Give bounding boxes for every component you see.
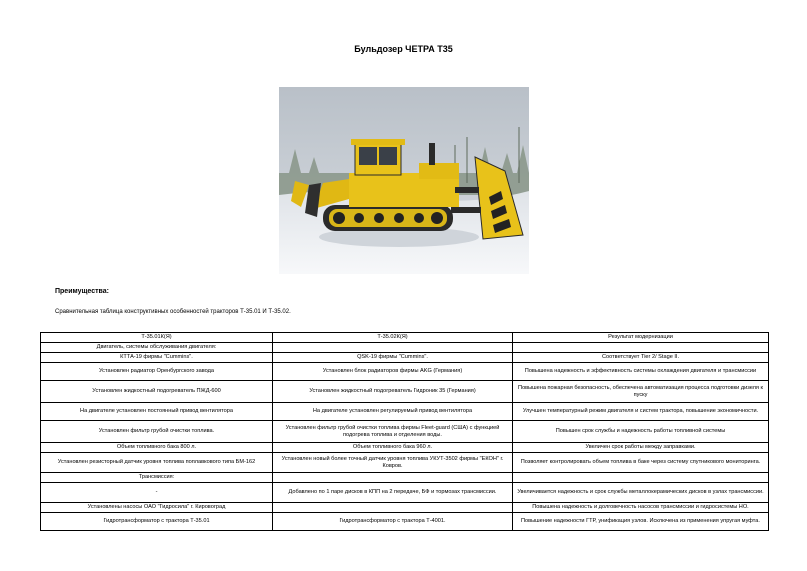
table-row [41, 503, 769, 513]
table-cell-empty [273, 343, 513, 353]
comparison-table [40, 332, 769, 531]
table-cell: Увеличен срок работы между заправками. [513, 443, 769, 453]
table-row [41, 443, 769, 453]
table-cell: Повышен срок службы и надежность работы топливной системы [513, 421, 769, 443]
table-row [41, 403, 769, 421]
table-cell: На двигателе установлен регулируемый привод вентилятора [273, 403, 513, 421]
table-cell-empty [513, 473, 769, 483]
table-row [41, 453, 769, 473]
table-cell: - [41, 483, 273, 503]
table-cell: Установлен фильтр грубой очистки топлива фирмы Fleet-guard (США) с функцией подогрева топлива и отделения воды. [273, 421, 513, 443]
table-cell: КТТА-19 фирмы "Cummins". [41, 353, 273, 363]
section-title-engine: Двигатель, системы обслуживания двигателя: [41, 343, 273, 353]
header-t3502: Т-35.02К(Я) [273, 333, 513, 343]
header-t3501: Т-35.01К(Я) [41, 333, 273, 343]
table-cell: Соответствует Tier 2/ Stage II. [513, 353, 769, 363]
table-cell: Установлен резисторный датчик уровня топлива поплавкового типа БМ-162 [41, 453, 273, 473]
table-cell: Установлен фильтр грубой очистки топлива. [41, 421, 273, 443]
table-cell: Установлен жидкостный подогреватель ПЖД-600 [41, 381, 273, 403]
table-cell: QSK-19 фирмы "Cummins". [273, 353, 513, 363]
table-cell: Объем топливного бака 960 л. [273, 443, 513, 453]
table-cell-empty [273, 473, 513, 483]
table-row [41, 381, 769, 403]
table-cell: Гидротрансформатор с трактора Т-4001. [273, 513, 513, 531]
table-cell: Гидротрансформатор с трактора Т-35.01 [41, 513, 273, 531]
table-row [41, 483, 769, 503]
table-cell: Позволяет контролировать объем топлива в баке через систему спутникового мониторинга. [513, 453, 769, 473]
bulldozer-photo [279, 87, 529, 274]
table-cell: Увеличивается надежность и срок службы металлокерамических дисков в узлах трансмиссии. [513, 483, 769, 503]
advantages-heading: Преимущества: [55, 288, 109, 295]
table-row [41, 513, 769, 531]
section-title-transmission: Трансмиссия: [41, 473, 273, 483]
table-cell: Установлен радиатор Оренбургского завода [41, 363, 273, 381]
table-cell: Установлен жидкостный подогреватель Гидроник 35 (Германия) [273, 381, 513, 403]
table-cell: Установлен новый более точный датчик уровня топлива УКУТ-3502 фирмы "ЕКОН" г. Ковров. [273, 453, 513, 473]
table-cell: Повышена пожарная безопасность, обеспечена автоматизация процесса подготовки дизеля к пуску [513, 381, 769, 403]
table-row [41, 353, 769, 363]
table-row [41, 421, 769, 443]
table-cell: Повышена надежность и эффективность системы охлаждения двигателя и трансмиссии [513, 363, 769, 381]
table-cell [273, 503, 513, 513]
table-cell-empty [513, 343, 769, 353]
table-header-row [41, 333, 769, 343]
table-cell: Улучшен температурный режим двигателя и систем трактора, повышение экономичности. [513, 403, 769, 421]
header-result: Результат модернизации [513, 333, 769, 343]
section-row-engine [41, 343, 769, 353]
table-cell: Объем топливного бака 800 л. [41, 443, 273, 453]
table-row [41, 363, 769, 381]
table-cell: Установлен блок радиаторов фирмы AKG (Германия) [273, 363, 513, 381]
table-cell: Установлены насосы ОАО "Гидросила" г. Кировоград [41, 503, 273, 513]
table-cell: На двигателе установлен постоянный привод вентилятора [41, 403, 273, 421]
table-cell: Добавлено по 1 паре дисков в КПП на 2 передаче, БФ и тормозах трансмиссии. [273, 483, 513, 503]
bulldozer-illustration [279, 87, 529, 274]
table-cell: Повышена надежность и долговечность насосов трансмиссии и гидросистемы НО. [513, 503, 769, 513]
page-title: Бульдозер ЧЕТРА Т35 [354, 44, 453, 54]
table-cell: Повышение надежности ГТР, унификация узлов. Исключена из применения упругая муфта. [513, 513, 769, 531]
section-row-transmission [41, 473, 769, 483]
table-intro-text: Сравнительная таблица конструктивных особенностей тракторов Т-35.01 И Т-35.02. [55, 309, 291, 315]
